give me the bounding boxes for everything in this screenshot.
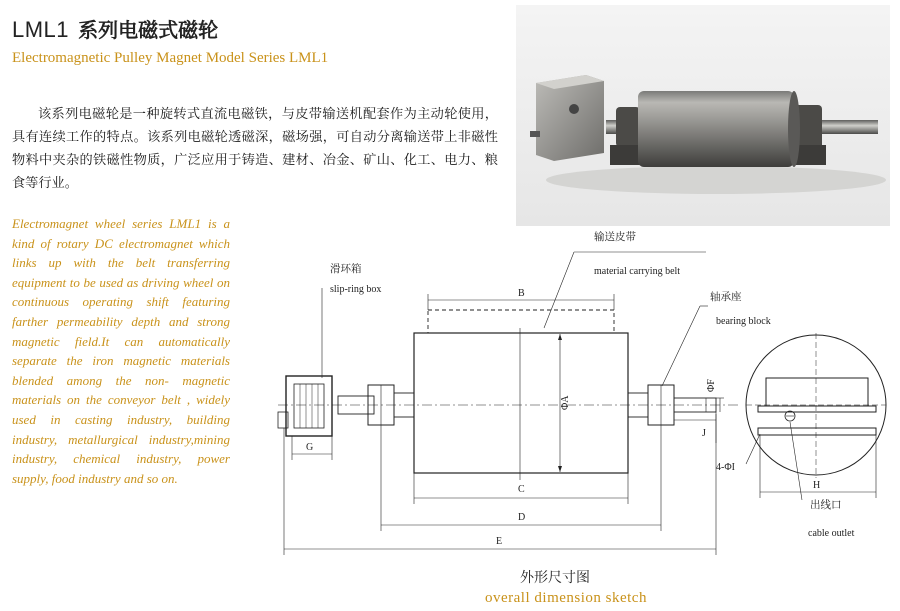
bearing-label-en: bearing block [716,316,771,327]
dim-a: ΦA [560,395,571,410]
dim-d: D [518,512,526,523]
caption-en: overall dimension sketch [485,590,647,606]
dim-e: E [496,536,503,547]
dim-f: ΦF [706,379,717,392]
page-title [12,14,218,43]
dim-j: J [702,428,706,439]
belt-label-en: material carrying belt [594,266,681,277]
dim-g: G [306,442,314,453]
slip-ring-box [286,376,332,436]
slip-ring-label-cn: 滑环箱 [330,263,362,275]
dim-i: 4-ΦI [716,462,735,473]
outlet-label-cn: 出线口 [810,499,842,511]
dim-b: B [518,288,525,299]
belt-label-cn: 输送皮带 [594,231,636,243]
belt-outline [428,310,614,333]
dim-c: C [518,484,525,495]
drum-outline [414,333,628,473]
dim-h: H [813,480,821,491]
model-code: LML1 [12,17,70,42]
title-cn: 系列电磁式磁轮 [78,18,219,42]
outlet-label-en: cable outlet [808,528,855,539]
bearing-label-cn: 轴承座 [710,291,742,303]
dimension-drawing [238,228,900,611]
subtitle-en: Electromagnetic Pulley Magnet Model Series LML1 [12,50,329,66]
slip-ring-label-en: slip-ring box [330,284,382,295]
caption-cn: 外形尺寸图 [520,570,590,586]
description-cn: 该系列电磁轮是一种旋转式直流电磁铁，与皮带输送机配套作为主动轮使用，具有连续工作的特点。该系列电磁轮透磁深，磁场强，可自动分离输送带上非磁性物料中夹杂的铁磁性物质，广泛应用于铸造、建材、冶金、矿山、化工、电力、粮食等行业。 [12,107,498,191]
product-photo [516,5,890,226]
description-en: Electromagnet wheel series LML1 is a kind of rotary DC electromagnet which links up with the belt transferring equipment to be used as driving wheel on continuous operating shift featuring farther permeability depth and strong magnetic field.It can automatically separate the iron magnetic materials blended among the non- magnetic materials on the conveyor belt , widely used in casting industry, building industry, metallurgical industry,mining industry, chemical industry, power supply, food industry and so on. [12,216,230,486]
